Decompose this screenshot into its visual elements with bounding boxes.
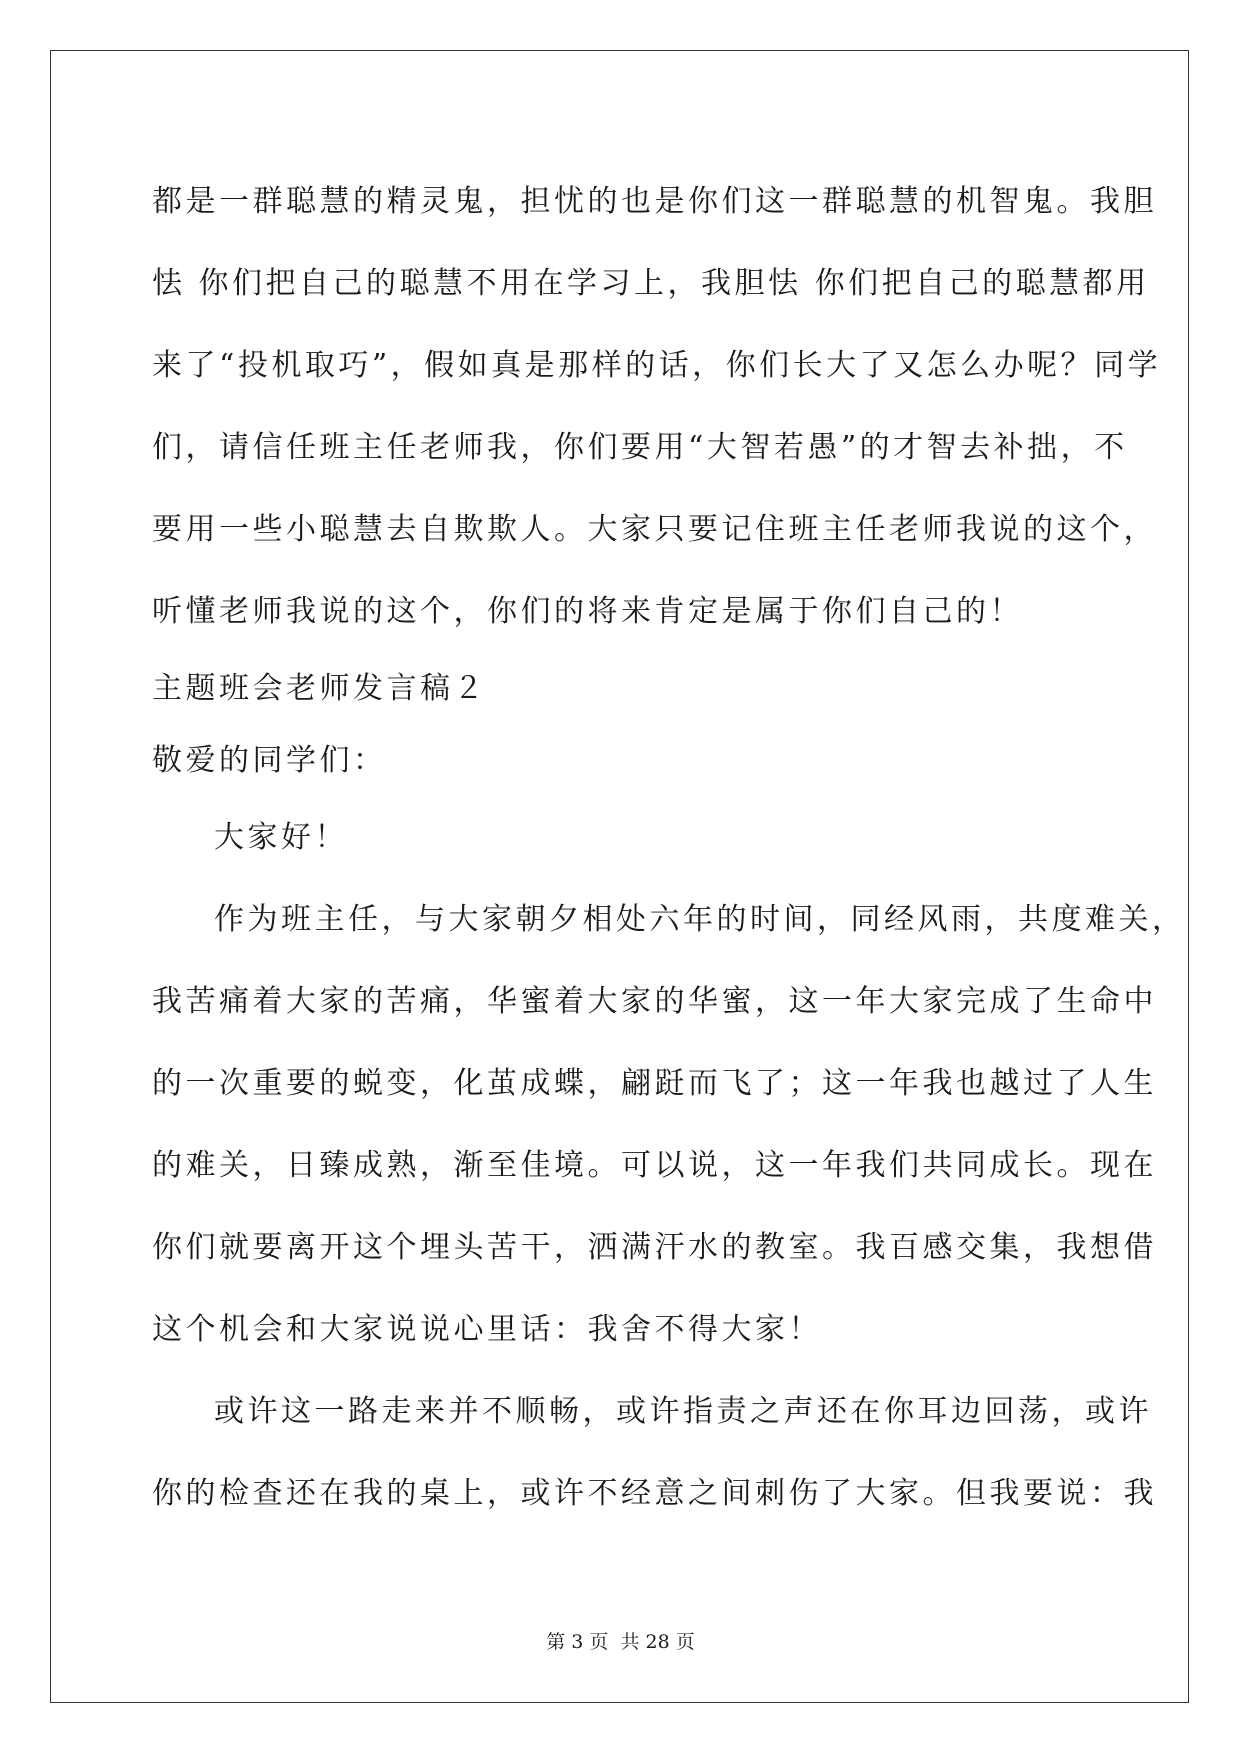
text-line: 的难关，日臻成熟，渐至佳境。可以说，这一年我们共同成长。现在: [152, 1148, 1157, 1183]
salutation: 敬爱的同学们：: [152, 743, 387, 778]
text-line: 们，请信任班主任老师我，你们要用“大智若愚”的才智去补拙，不: [152, 430, 1128, 465]
text-line: 你们就要离开这个埋头苦干，洒满汗水的教室。我百感交集，我想借: [152, 1230, 1157, 1265]
text-line: 你的检查还在我的桌上，或许不经意之间刺伤了大家。但我要说：我: [152, 1476, 1157, 1511]
text-line: 的一次重要的蜕变，化茧成蝶，翩跹而飞了；这一年我也越过了人生: [152, 1066, 1157, 1101]
text-line: 听懂老师我说的这个，你们的将来肯定是属于你们自己的！: [152, 594, 1023, 629]
page-number: 第 3 页: [546, 1631, 609, 1653]
text-line: 都是一群聪慧的精灵鬼，担忧的也是你们这一群聪慧的机智鬼。我胆: [152, 184, 1157, 219]
page-footer: [0, 1627, 1241, 1654]
text-line: 作为班主任，与大家朝夕相处六年的时间，同经风雨，共度难关，: [214, 902, 1186, 937]
text-line: 要用一些小聪慧去自欺欺人。大家只要记住班主任老师我说的这个，: [152, 512, 1157, 547]
greeting: 大家好！: [214, 820, 348, 855]
text-line: 这个机会和大家说说心里话：我舍不得大家！: [152, 1312, 822, 1347]
text-line: 或许这一路走来并不顺畅，或许指责之声还在你耳边回荡，或许: [214, 1394, 1152, 1429]
text-line: 怯 你们把自己的聪慧不用在学习上，我胆怯 你们把自己的聪慧都用: [152, 266, 1150, 301]
text-line: 来了“投机取巧”，假如真是那样的话，你们长大了又怎么办呢？同学: [152, 348, 1162, 383]
document-body: [152, 161, 1186, 1535]
text-line: 我苦痛着大家的苦痛，华蜜着大家的华蜜，这一年大家完成了生命中: [152, 984, 1157, 1019]
section-heading: 主题班会老师发言稿２: [152, 671, 487, 706]
page-total: 共 28 页: [620, 1631, 695, 1653]
